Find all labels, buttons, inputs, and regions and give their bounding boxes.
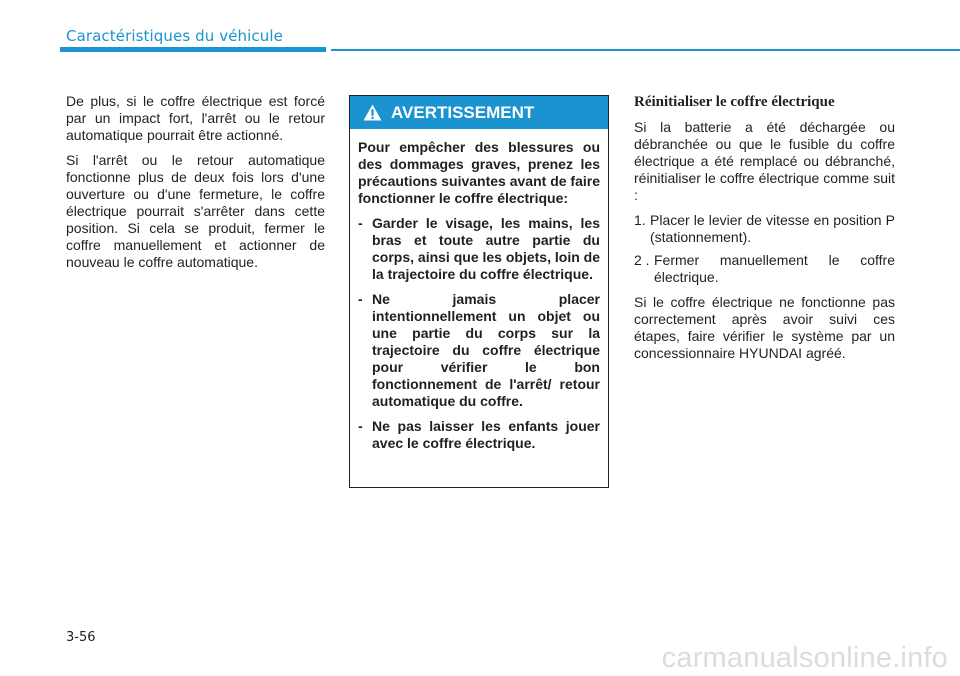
warning-item-dash: - bbox=[358, 215, 363, 231]
warning-box bbox=[349, 95, 609, 488]
step-text: Placer le levier de vitesse en position P (stationnement). bbox=[650, 212, 895, 245]
header-rule-thick bbox=[60, 47, 326, 52]
warning-item-text: Ne jamais placer intentionnellement un objet ou une partie du corps sur la trajectoire du coffre électrique pour vérifier le bon fonctionnement de l'arrêt/ retour automatique du coffre. bbox=[372, 291, 600, 409]
warning-body bbox=[350, 129, 608, 452]
warning-intro: Pour empêcher des blessures ou des dommages graves, prenez les précautions suivantes avant de faire fonctionner le coffre électrique: bbox=[358, 139, 600, 206]
warning-item-text: Ne pas laisser les enfants jouer avec le coffre électrique. bbox=[372, 418, 600, 451]
left-column bbox=[66, 93, 325, 279]
warning-header bbox=[350, 96, 608, 129]
paragraph: Si l'arrêt ou le retour automatique fonctionne plus de deux fois lors d'une ouverture ou d'une fermeture, le coffre électrique pourrait s'arrêter dans cette position. Si cela se produit, fermer le coffre manuellement et actionner de nouveau le coffre automatique. bbox=[66, 152, 325, 270]
warning-item-dash: - bbox=[358, 418, 363, 434]
header-rule-thin bbox=[331, 49, 960, 51]
step-number: 2 . bbox=[634, 252, 650, 268]
step-text: Fermer manuellement le coffre électrique. bbox=[654, 252, 895, 285]
list-item bbox=[634, 252, 895, 286]
warning-item-text: Garder le visage, les mains, les bras et toute autre partie du corps, ainsi que les objets, loin de la trajectoire du coffre électrique. bbox=[372, 215, 600, 282]
section-heading: Réinitialiser le coffre électrique bbox=[634, 94, 835, 110]
warning-title: AVERTISSEMENT bbox=[391, 102, 535, 122]
page-number: 3-56 bbox=[66, 630, 96, 645]
paragraph: De plus, si le coffre électrique est forcé par un impact fort, l'arrêt ou le retour automatique pourrait être actionné. bbox=[66, 93, 325, 143]
warning-item bbox=[358, 291, 600, 410]
section-title: Caractéristiques du véhicule bbox=[66, 27, 283, 45]
list-item bbox=[634, 212, 895, 246]
paragraph: Si la batterie a été déchargée ou débranchée ou que le fusible du coffre électrique a été remplacé ou débranché, réinitialiser le coffre électrique comme suit : bbox=[634, 119, 895, 203]
warning-triangle-icon bbox=[363, 104, 382, 121]
warning-item bbox=[358, 418, 600, 452]
right-column bbox=[634, 93, 895, 370]
step-number: 1. bbox=[634, 212, 646, 228]
warning-item bbox=[358, 215, 600, 283]
steps-list bbox=[634, 212, 895, 286]
warning-item-dash: - bbox=[358, 291, 363, 307]
paragraph: Si le coffre électrique ne fonctionne pas correctement après avoir suivi ces étapes, faire vérifier le système par un concessionnaire HYUNDAI agréé. bbox=[634, 294, 895, 361]
watermark: carmanualsonline.info bbox=[661, 642, 948, 674]
